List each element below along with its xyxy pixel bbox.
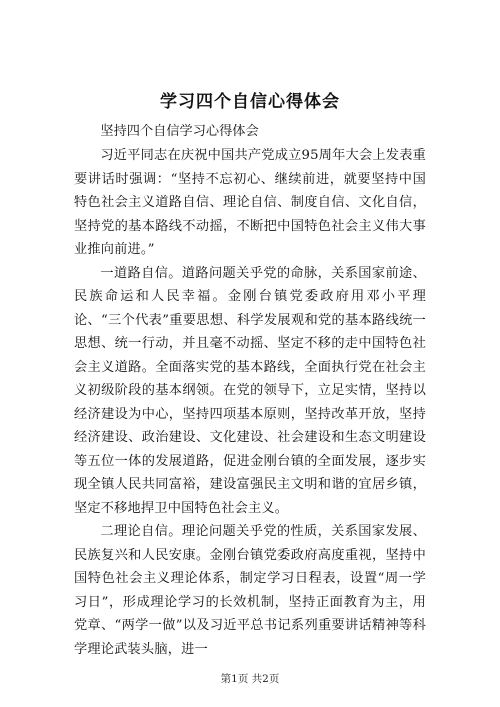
paragraph-intro: 习近平同志在庆祝中国共产党成立95周年大会上发表重要讲话时强调：“坚持不忘初心、继续前进，就要坚持中国特色社会主义道路自信、理论自信、制度自信、文化自信，坚持党的基本路线不动摇，不断把中国特色社会主义伟大事业推向前进。” <box>74 148 426 257</box>
document-title: 学习四个自信心得体会 <box>160 92 340 112</box>
document-body <box>74 120 426 661</box>
paragraph-road-confidence: 一道路自信。道路问题关乎党的命脉，关系国家前途、民族命运和人民幸福。金刚台镇党委政府用邓小平理论、“三个代表”重要思想、科学发展观和党的基本路线统一思想、统一行动，并且毫不动摇、坚定不移的走中国特色社会主义道路。全面落实党的基本路线，全面执行党在社会主义初级阶段的基本纲领。在党的领导下，立足实情，坚持以经济建设为中心，坚持四项基本原则，坚持改革开放，坚持经济建设、政治建设、文化建设、社会建设和生态文明建设等五位一体的发展道路，促进金刚台镇的全面发展，逐步实现全镇人民共同富裕，建设富强民主文明和谐的宜居乡镇，坚定不移地捍卫中国特色社会主义。 <box>74 265 426 516</box>
document-subtitle: 坚持四个自信学习心得体会 <box>100 124 259 139</box>
page-footer: 第1页 共2页 <box>220 673 280 685</box>
paragraph-theory-confidence: 二理论自信。理论问题关乎党的性质，关系国家发展、民族复兴和人民安康。金刚台镇党委政府高度重视，坚持中国特色社会主义理论体系，制定学习日程表，设置“周一学习日”，形成理论学习的长效机制，坚持正面教育为主，用党章、“两学一做”以及习近平总书记系列重要讲话精神等科学理论武装头脑，进一 <box>74 524 426 657</box>
